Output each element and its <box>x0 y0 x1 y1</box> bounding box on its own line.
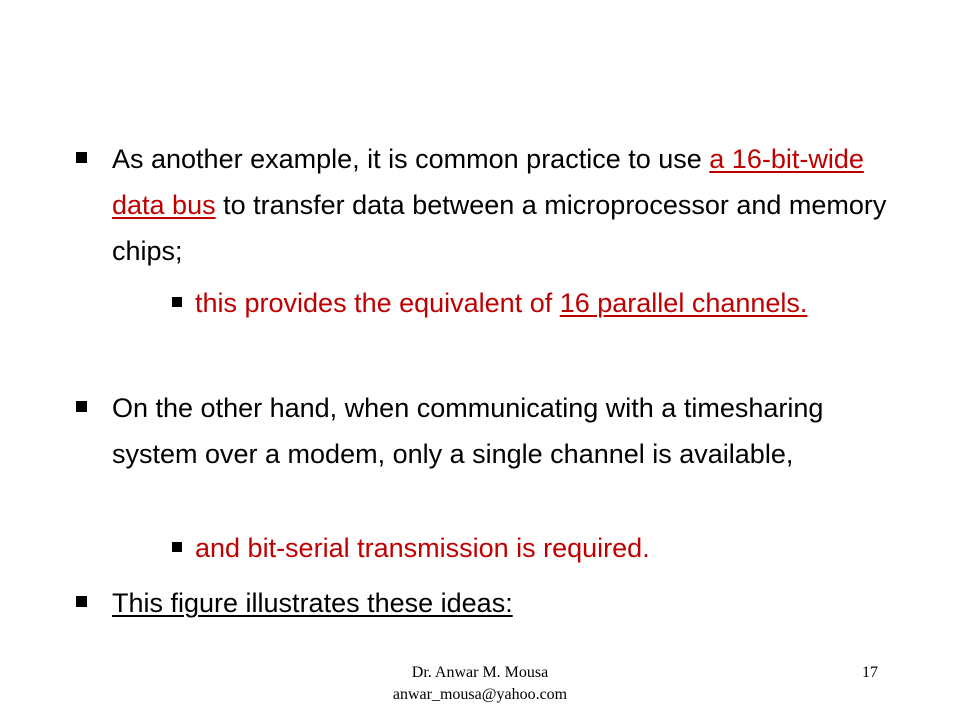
bullet-item-data-bus-example <box>112 136 902 274</box>
bullet-item-figure-intro <box>112 580 902 626</box>
square-bullet-icon <box>76 152 87 163</box>
square-bullet-icon <box>172 297 182 307</box>
page-number: 17 <box>862 664 878 681</box>
sub-bullet-text: and bit-serial transmission is required. <box>195 533 650 563</box>
footer-author-block <box>330 662 630 706</box>
square-bullet-icon <box>172 542 182 552</box>
bullet-text: As another example, it is common practice to use <box>112 144 710 174</box>
highlighted-phrase-data-bus: a 16-bit-wide data bus <box>112 144 864 220</box>
bullet-item-modem-channel <box>112 385 902 477</box>
sub-bullet-item-parallel-channels <box>195 280 815 326</box>
sub-bullet-text: this provides the equivalent of <box>195 288 560 318</box>
footer-email: anwar_mousa@yahoo.com <box>392 686 568 703</box>
square-bullet-icon <box>76 596 87 607</box>
figure-intro-text: This figure illustrates these ideas: <box>112 588 513 618</box>
sub-bullet-item-bit-serial <box>195 525 815 571</box>
highlighted-phrase-parallel-channels: 16 parallel channels. <box>559 288 808 318</box>
bullet-text-continued: to transfer data between a microprocessor and memory chips; <box>112 190 887 266</box>
bullet-text: On the other hand, when communicating with a timesharing system over a modem, only a single channel is available, <box>112 393 824 469</box>
footer-author: Dr. Anwar M. Mousa <box>411 664 549 681</box>
square-bullet-icon <box>76 401 87 412</box>
